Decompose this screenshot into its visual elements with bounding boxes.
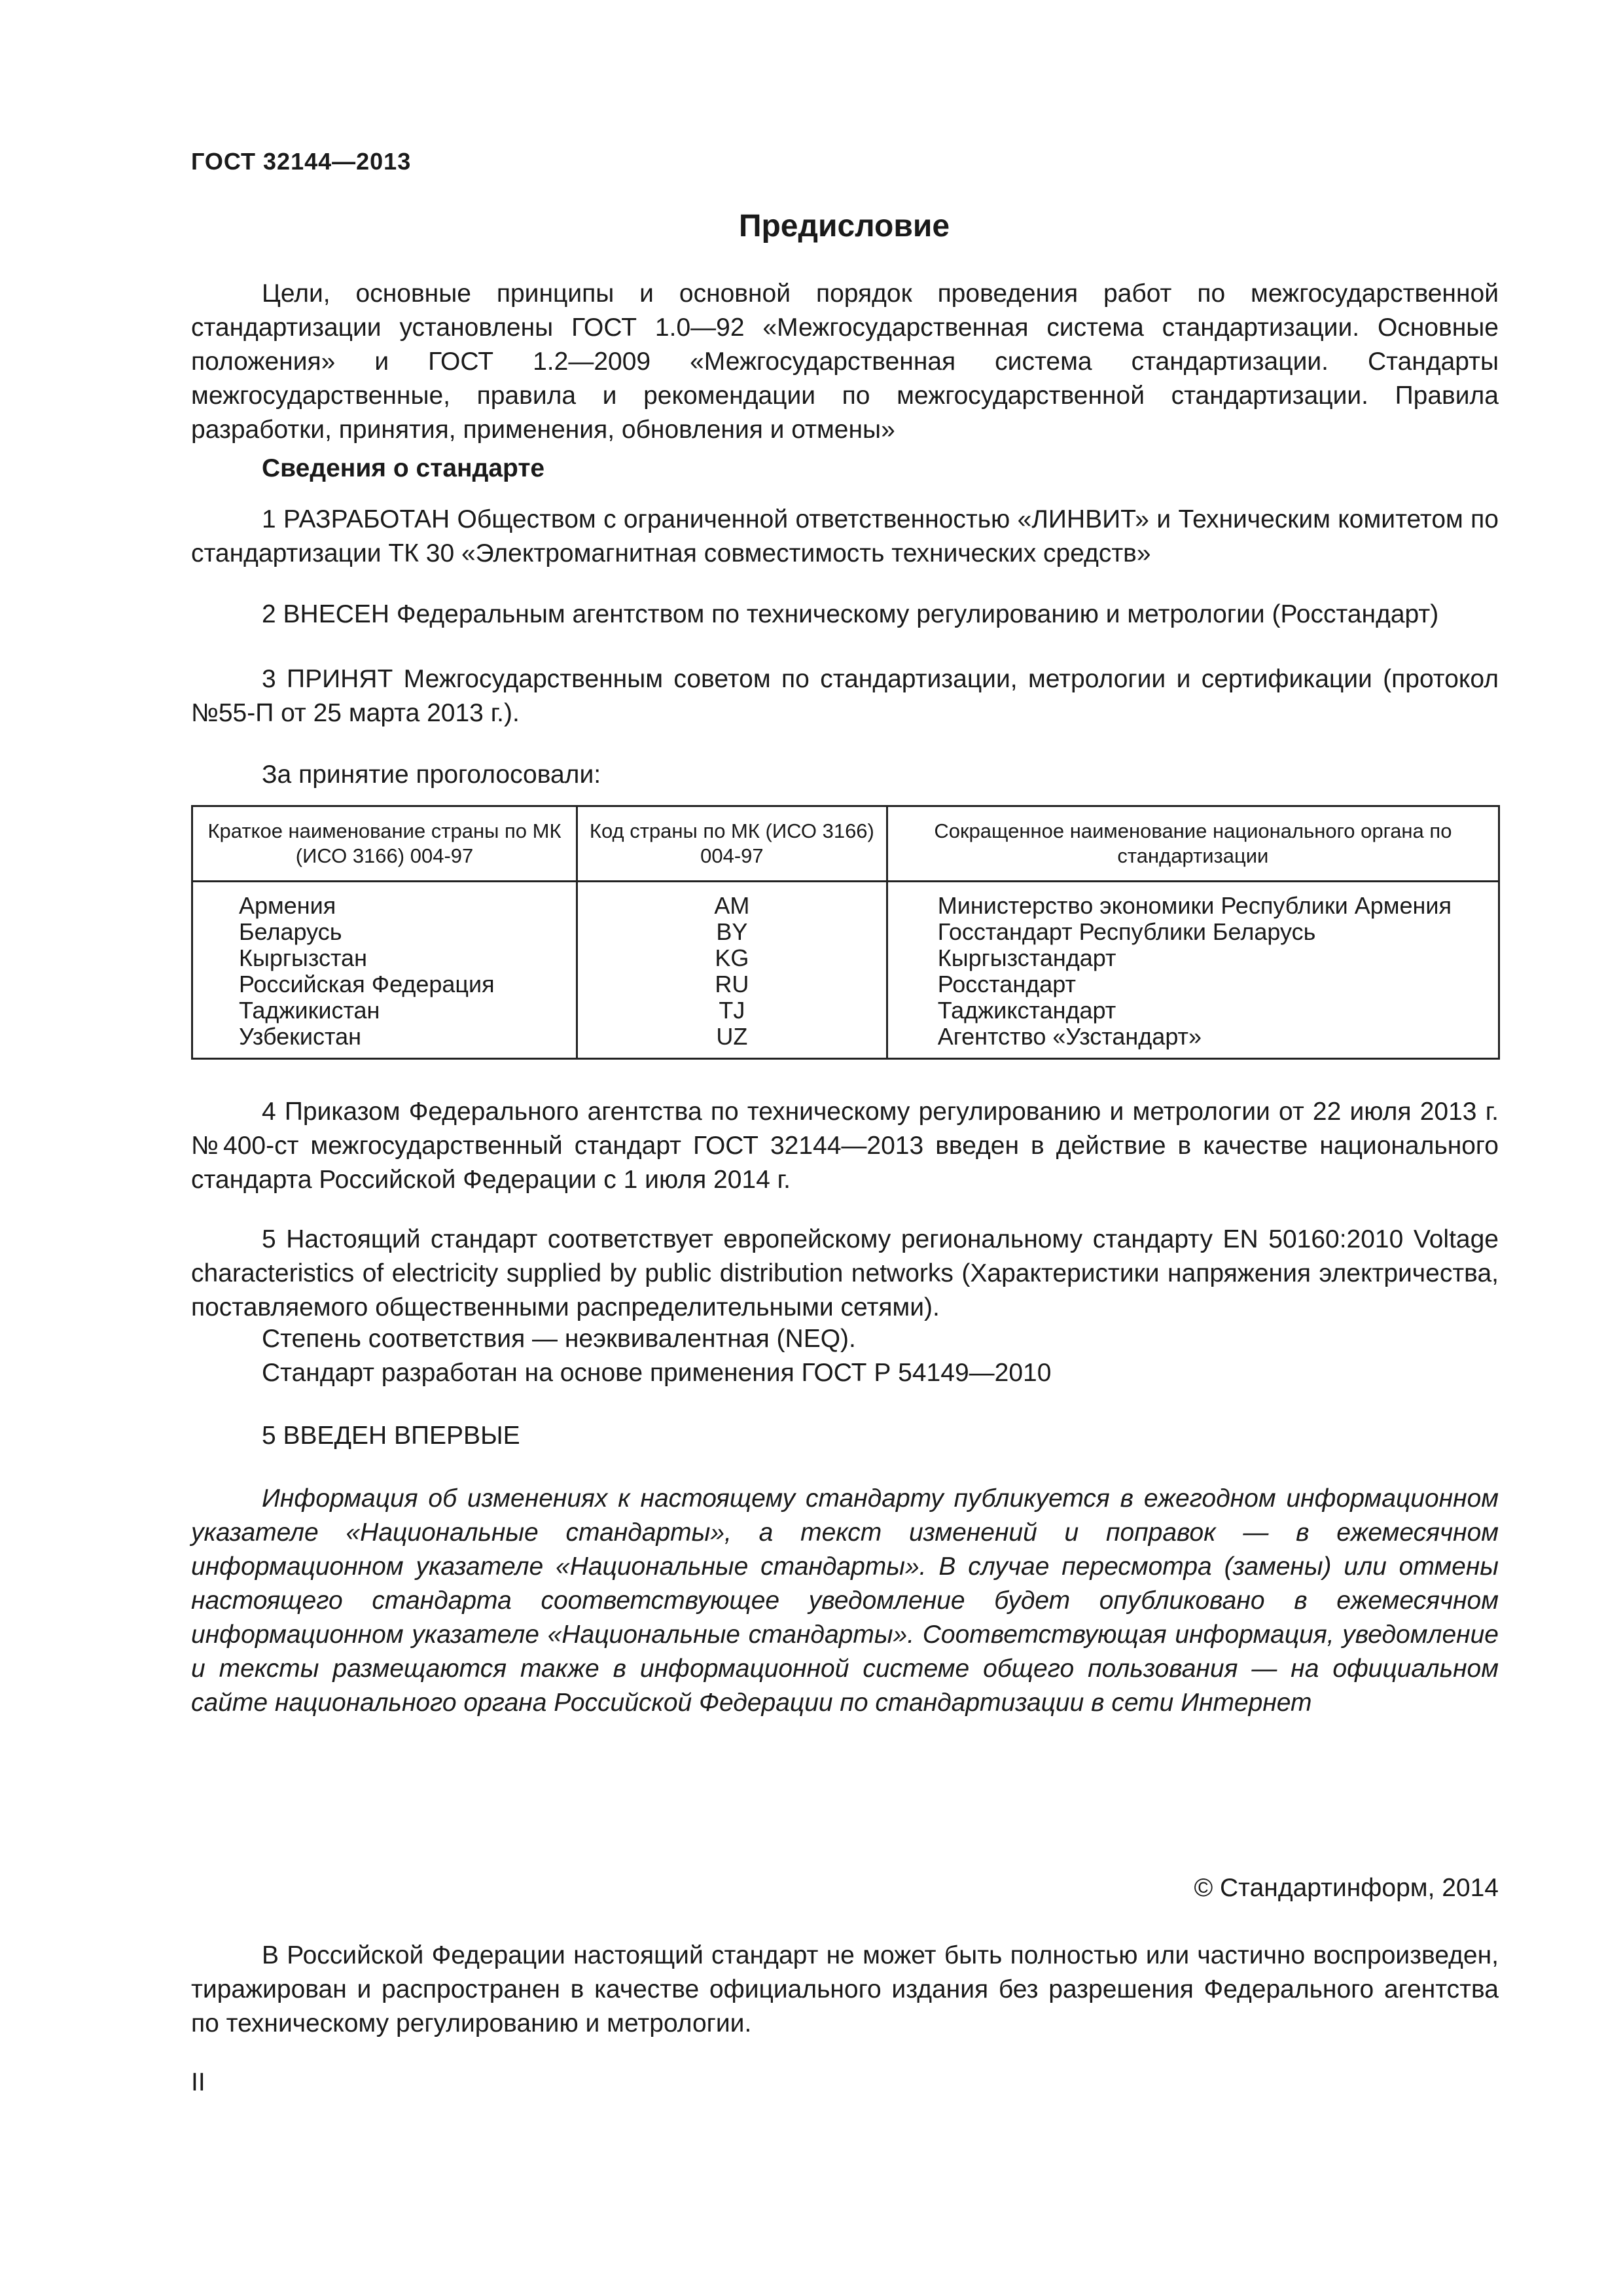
table-cell-code: TJ (719, 997, 745, 1024)
table-cell-country: Кыргызстан (239, 944, 367, 971)
intro-paragraph (191, 277, 1499, 447)
table-cell-code: KG (715, 944, 749, 971)
table-cell-code: BY (716, 918, 748, 945)
vote-intro-text: За принятие проголосовали: (262, 761, 601, 789)
item-5 (191, 1223, 1499, 1325)
table-cell-country: Таджикистан (239, 997, 380, 1024)
table-cell-body: Министерство экономики Республики Армения (937, 892, 1452, 919)
copyright-notice: © Стандартинформ, 2014 (1194, 1874, 1499, 1902)
table-cell-country: Беларусь (239, 918, 342, 945)
body-column (887, 882, 1499, 1059)
voting-table (191, 805, 1500, 1060)
item-4 (191, 1095, 1499, 1197)
item-4-text: 4 Приказом Федерального агентства по техническому регулированию и метрологии от 22 июля 2013 г. №400-ст межгосударственный стандарт ГОСТ 32144—2013 введен в действие в качестве национального стандарта Российской Федерации с 1 июля 2014 г. (191, 1098, 1499, 1194)
country-column (192, 882, 577, 1059)
item-5-text: 5 Настоящий стандарт соответствует европейскому региональному стандарту EN 50160:2010 Voltage characteristics of electricity supplied by public distribution networks (Характеристики напряжения электричества, поставляемого общественными распределительными сетями). (191, 1225, 1499, 1321)
changes-info-text: Информация об изменениях к настоящему стандарту публикуется в ежегодном информационном указателе «Национальные стандарты», а текст изменений и поправок — в ежемесячном информационном указателе «Национальные стандарты». В случае пересмотра (замены) или отмены настоящего стандарта соответствующее уведомление будет опубликовано в ежемесячном информационном указателе «Национальные стандарты». Соответствующая информация, уведомление и тексты размещаются также в информационной системе общего пользования — на официальном сайте национального органа Российской Федерации по стандартизации в сети Интернет (191, 1484, 1499, 1717)
item-2-text: 2 ВНЕСЕН Федеральным агентством по техническому регулированию и метрологии (Росстандарт) (262, 600, 1439, 628)
changes-info-paragraph (191, 1482, 1499, 1720)
item-1-text: 1 РАЗРАБОТАН Обществом с ограниченной ответственностью «ЛИНВИТ» и Техническим комитетом по стандартизации ТК 30 «Электромагнитная совместимость технических средств» (191, 505, 1499, 567)
table-cell-country: Узбекистан (239, 1023, 362, 1050)
item-6 (191, 1419, 1499, 1453)
document-id-header: ГОСТ 32144—2013 (191, 148, 412, 175)
rights-text: В Российской Федерации настоящий стандарт не может быть полностью или частично воспроизведен, тиражирован и распространен в качестве официального издания без разрешения Федерального агентства по техническому регулированию и метрологии. (191, 1941, 1499, 2037)
item-1 (191, 503, 1499, 571)
table-header-code: Код страны по МК (ИСО 3166) 004-97 (577, 806, 887, 882)
table-cell-body: Агентство «Узстандарт» (937, 1023, 1202, 1050)
table-cell-body: Таджикстандарт (937, 997, 1116, 1024)
code-column (577, 882, 887, 1059)
table-cell-body: Кыргызстандарт (937, 944, 1116, 971)
table-body-row (192, 882, 1499, 1059)
item-2 (191, 598, 1499, 632)
table-cell-body: Госстандарт Республики Беларусь (937, 918, 1316, 945)
table-cell-code: AM (714, 892, 750, 919)
rights-paragraph (191, 1939, 1499, 2041)
item-3 (191, 662, 1499, 730)
table-cell-code: RU (715, 971, 749, 997)
item-5-conformity (191, 1322, 1499, 1390)
table-cell-body: Росстандарт (937, 971, 1076, 997)
conformity-text: Степень соответствия — неэквивалентная (NEQ). (262, 1325, 856, 1353)
basis-text: Стандарт разработан на основе применения ГОСТ Р 54149—2010 (262, 1359, 1052, 1387)
page-title: Предисловие (738, 209, 950, 243)
item-3-text: 3 ПРИНЯТ Межгосударственным советом по стандартизации, метрологии и сертификации (протокол №55-П от 25 марта 2013 г.). (191, 665, 1499, 727)
vote-intro (191, 758, 1499, 792)
table-cell-code: UZ (716, 1023, 748, 1050)
table-header-country: Краткое наименование страны по МК (ИСО 3166) 004-97 (192, 806, 577, 882)
standard-info-heading: Сведения о стандарте (262, 454, 545, 482)
table-cell-country: Российская Федерация (239, 971, 495, 997)
table-header-body: Сокращенное наименование национального органа по стандартизации (887, 806, 1499, 882)
intro-text: Цели, основные принципы и основной порядок проведения работ по межгосударственной стандартизации установлены ГОСТ 1.0—92 «Межгосударственная система стандартизации. Основные положения» и ГОСТ 1.2—2009 «Межгосударственная система стандартизации. Стандарты межгосударственные, правила и рекомендации по межгосударственной стандартизации. Правила разработки, принятия, применения, обновления и отмены» (191, 279, 1499, 444)
table-header-row (192, 806, 1499, 882)
item-6-text: 5 ВВЕДЕН ВПЕРВЫЕ (262, 1422, 520, 1450)
table-cell-country: Армения (239, 892, 336, 919)
page-number: II (191, 2068, 205, 2096)
